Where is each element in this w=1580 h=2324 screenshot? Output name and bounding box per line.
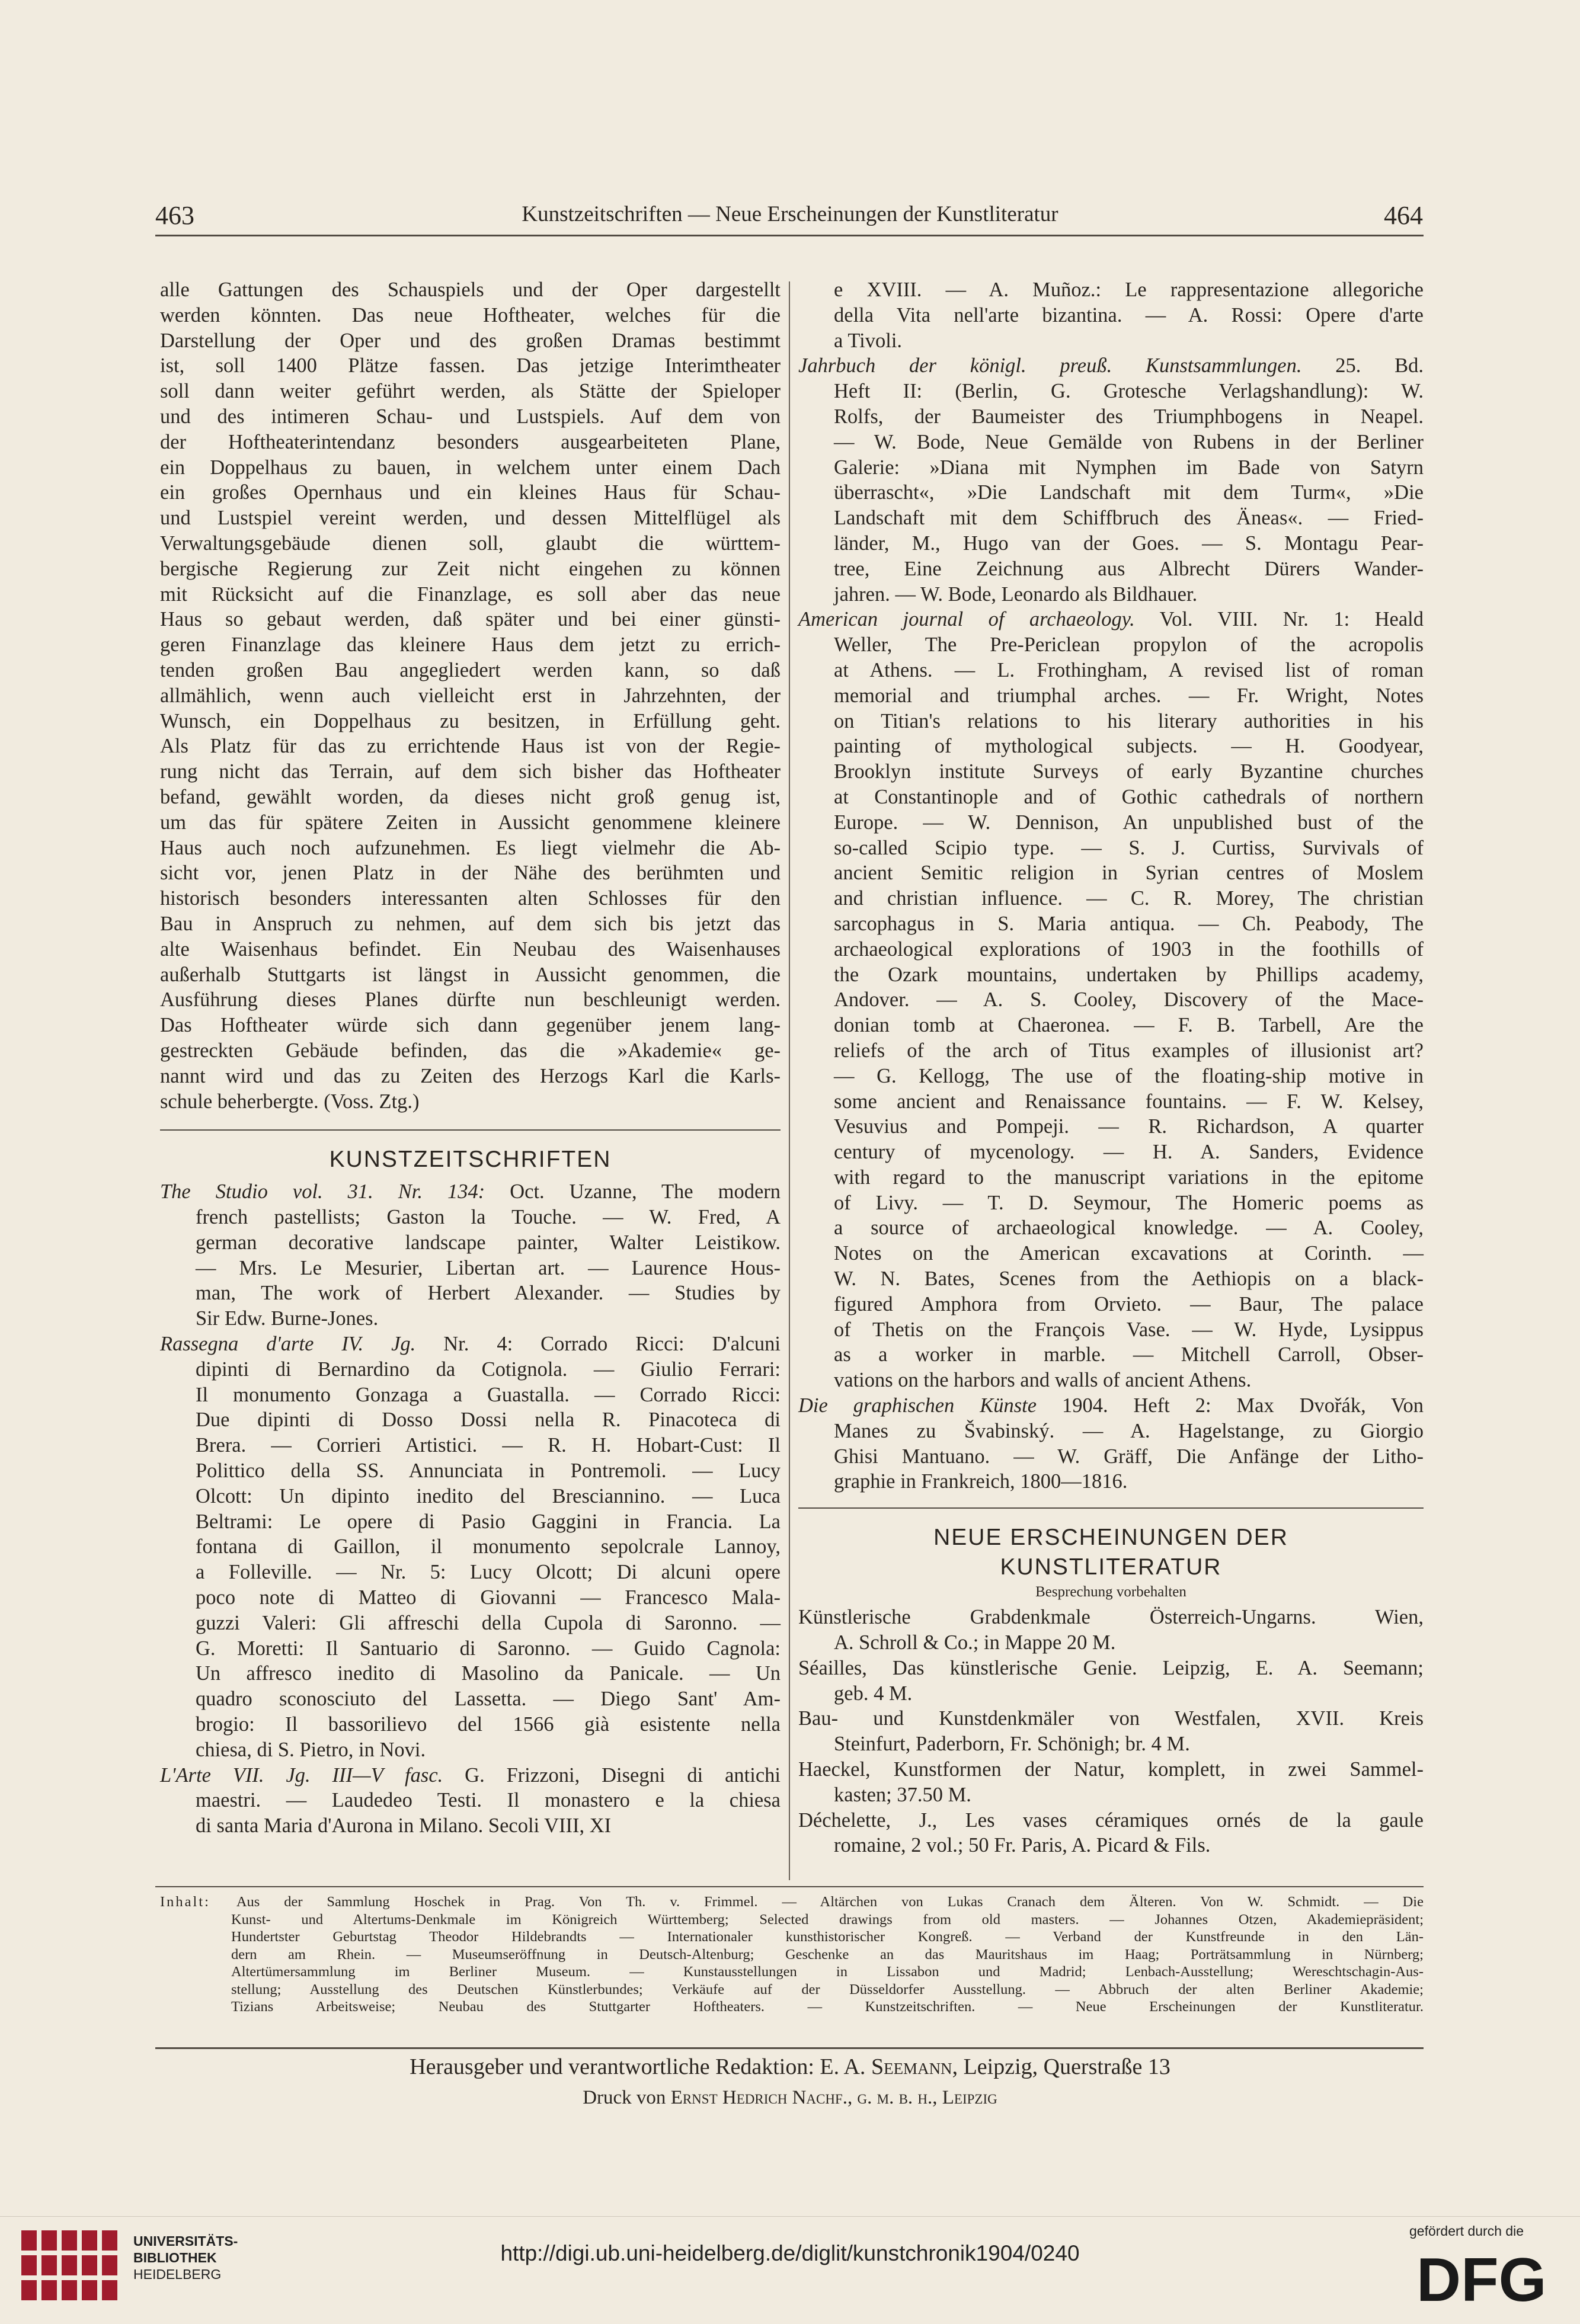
entry-text: 1904. Heft 2: Max Dvořák, Von	[1037, 1394, 1424, 1417]
text-line: der Hoftheaterintendanz besonders ausgearbeiteten Plane,	[160, 430, 781, 453]
text-line: at Athens. — L. Frothingham, A revised list of roman	[834, 658, 1424, 681]
section-divider	[160, 1129, 781, 1131]
text-line: W. N. Bates, Scenes from the Aethiopis on a black-	[834, 1267, 1424, 1291]
text-line: schule beherbergte. (Voss. Ztg.)	[160, 1090, 420, 1113]
text-line: und des intimeren Schau- und Lustspiels. Auf dem von	[160, 405, 781, 428]
text-line: with regard to the manuscript variations in the epitome	[834, 1166, 1424, 1189]
text-line: ancient Semitic religion in Syrian centres of Moslem	[834, 862, 1424, 885]
contents-block	[160, 1893, 1424, 2016]
text-line: ein großes Opernhaus und ein kleines Haus für Schau-	[160, 481, 781, 504]
text-line: some ancient and Renaissance fountains. — F. W. Kelsey,	[834, 1090, 1424, 1113]
review-note: Besprechung vorbehalten	[1035, 1584, 1186, 1600]
section-divider	[798, 1507, 1424, 1509]
text-line: Galerie: »Diana mit Nymphen im Bade von Satyrn	[834, 456, 1424, 479]
journal-entry	[160, 1763, 781, 1839]
text-line: Bau- und Kunstdenkmäler von Westfalen, XVII. Kreis	[798, 1707, 1424, 1730]
text-line: Déchelette, J., Les vases céramiques ornés de la gaule	[798, 1808, 1424, 1832]
text-line: Ghisi Mantuano. — W. Gräff, Die Anfänge der Litho-	[834, 1445, 1424, 1468]
text-line: quadro sconosciuto del Lassetta. — Diego Sant' Am-	[196, 1688, 781, 1711]
right-column	[798, 277, 1424, 1858]
text-line: della Vita nell'arte bizantina. — A. Rossi: Opere d'arte	[834, 303, 1424, 326]
text-line: man, The work of Herbert Alexander. — Studies by	[196, 1282, 781, 1305]
text-line: tree, Eine Zeichnung aus Albrecht Dürers Wander-	[834, 557, 1424, 580]
text-line: on Titian's relations to his literary authorities in his	[834, 709, 1424, 732]
contents-line: stellung; Ausstellung des Deutschen Künstlerbundes; Verkäufe auf der Düsseldorfer Ausstellung. — Abbruch der alten Berliner Akademie;	[231, 1981, 1424, 1998]
text-line: Due dipinti di Dosso Dossi nella R. Pinacoteca di	[196, 1409, 781, 1432]
text-line: Vesuvius and Pompeji. — R. Richardson, A quarter	[834, 1115, 1424, 1138]
text-line: chiesa, di S. Pietro, in Novi.	[196, 1738, 426, 1761]
journal-title: Die graphischen Künste	[798, 1394, 1037, 1417]
text-line: Sir Edw. Burne-Jones.	[196, 1307, 379, 1330]
text-line: und Lustspiel vereint werden, und dessen Mittelflügel als	[160, 507, 781, 530]
contents-line: Altertümersammlung im Berliner Museum. — Kunstausstellungen in Lissabon und Madrid; Lenbach-Ausstellung; Wereschtschagin-Aus-	[231, 1964, 1424, 1980]
text-line: the Ozark mountains, undertaken by Phillips academy,	[834, 963, 1424, 986]
text-line: dipinti di Bernardino da Cotignola. — Giulio Ferrari:	[196, 1358, 781, 1381]
text-line: — Mrs. Le Mesurier, Libertan art. — Laurence Hous-	[196, 1256, 781, 1279]
text-line: historisch besonders interessanten alten Schlosses für den	[160, 887, 781, 910]
text-line: — W. Bode, Neue Gemälde von Rubens in der Berliner	[834, 430, 1424, 453]
article-text	[160, 277, 781, 1114]
text-line: ist, soll 1400 Plätze fassen. Das jetzige Interimtheater	[160, 354, 781, 377]
book-list	[798, 1605, 1424, 1858]
contents-line: Kunst- und Altertums-Denkmale im Königreich Württemberg; Selected drawings from old masters. — Johannes Otzen, Akademiepräsident;	[231, 1911, 1424, 1928]
text-line: tenden großen Bau angegliedert werden kann, so daß	[160, 658, 781, 681]
text-line: kasten; 37.50 M.	[834, 1783, 971, 1806]
text-line: graphie in Frankreich, 1800—1816.	[834, 1470, 1128, 1493]
text-line: A. Schroll & Co.; in Mappe 20 M.	[834, 1631, 1116, 1654]
entry-text: G. Frizzoni, Disegni di antichi	[443, 1763, 781, 1787]
section-heading-kunstliteratur: KUNSTLITERATUR	[1000, 1554, 1222, 1580]
text-line: Olcott: Un dipinto inedito del Bresciannino. — Luca	[196, 1484, 781, 1507]
entry-first-line	[798, 607, 1424, 632]
dfg-logo-text: DFG	[1416, 2249, 1547, 2308]
text-line: Rolfs, der Baumeister des Triumphbogens in Neapel.	[834, 405, 1424, 428]
journal-entries	[160, 1179, 781, 1839]
entry-first-line	[798, 353, 1424, 379]
text-line: Landschaft mit dem Schiffbruch des Äneas«. — Fried-	[834, 507, 1424, 530]
text-line: german decorative landscape painter, Walter Leistikow.	[196, 1231, 781, 1254]
text-line: Manes zu Švabinský. — A. Hagelstange, zu Giorgio	[834, 1419, 1424, 1442]
text-line: at Constantinople and of Gothic cathedrals of northern	[834, 785, 1424, 808]
text-line: Als Platz für das zu errichtende Haus ist von der Regie-	[160, 735, 781, 758]
entry-text: Nr. 4: Corrado Ricci: D'alcuni	[415, 1333, 781, 1356]
text-line: Beltrami: Le opere di Pasio Gaggini in Francia. La	[196, 1510, 781, 1533]
text-line: Wunsch, ein Doppelhaus zu besitzen, in Erfüllung geht.	[160, 709, 781, 732]
book-item	[798, 1656, 1424, 1707]
text-line: and christian influence. — C. R. Morey, The christian	[834, 887, 1424, 910]
text-line: — G. Kellogg, The use of the floating-ship motive in	[834, 1064, 1424, 1087]
entry-text: 25. Bd.	[1301, 354, 1424, 377]
contents-label: Inhalt:	[160, 1894, 236, 1910]
text-line: geb. 4 M.	[834, 1682, 913, 1705]
journal-title: Rassegna d'arte IV. Jg.	[160, 1333, 416, 1356]
text-line: mit Rücksicht auf die Finanzlage, es soll aber das neue	[160, 582, 781, 606]
text-line: Künstlerische Grabdenkmale Österreich-Ungarns. Wien,	[798, 1606, 1424, 1629]
text-line: romaine, 2 vol.; 50 Fr. Paris, A. Picard & Fils.	[834, 1834, 1211, 1857]
journal-title: L'Arte VII. Jg. III—V fasc.	[160, 1763, 443, 1787]
text-line: Steinfurt, Paderborn, Fr. Schönigh; br. 4 M.	[834, 1733, 1190, 1756]
text-line: gestreckten Gebäude befinden, das die »Akademie« ge-	[160, 1039, 781, 1062]
text-line: G. Moretti: Il Santuario di Saronno. — Guido Cagnola:	[196, 1637, 781, 1660]
journal-entry	[160, 1179, 781, 1331]
journal-entry	[798, 607, 1424, 1393]
section-heading-kunstzeitschriften: KUNSTZEITSCHRIFTEN	[329, 1147, 612, 1173]
text-line: e XVIII. — A. Muñoz.: Le rappresentazione allegoriche	[834, 279, 1424, 301]
text-line: sicht vor, jenen Platz in der Nähe des berühmten und	[160, 862, 781, 885]
text-line: of Thetis on the François Vase. — W. Hyde, Lysippus	[834, 1318, 1424, 1341]
book-item	[798, 1605, 1424, 1656]
text-line: länder, M., Hugo van der Goes. — S. Montagu Pear-	[834, 532, 1424, 555]
text-line: fontana di Gaillon, il monumento sepolcrale Lannoy,	[196, 1535, 781, 1558]
journal-title: Jahrbuch der königl. preuß. Kunstsammlungen.	[798, 354, 1302, 377]
running-title: Kunstzeitschriften — Neue Erscheinungen der Kunstliteratur	[522, 202, 1058, 226]
contents-line: Tizians Arbeitsweise; Neubau des Stuttgarter Hoftheaters. — Kunstzeitschriften. — Neue Erscheinungen der Kunstliteratur.	[231, 1999, 1424, 2015]
text-line: soll dann weiter geführt werden, als Stätte der Spieloper	[160, 380, 781, 403]
text-line: Verwaltungsgebäude dienen soll, glaubt die württem-	[160, 532, 781, 555]
text-line: Das Hoftheater würde sich dann gegenüber jenem lang-	[160, 1014, 781, 1037]
text-line: century of mycenology. — H. A. Sanders, Evidence	[834, 1141, 1424, 1164]
text-line: reliefs of the arch of Titus examples of illusionist art?	[834, 1039, 1424, 1062]
library-name: UNIVERSITÄTS- BIBLIOTHEK HEIDELBERG	[133, 2233, 238, 2282]
text-line: poco note di Matteo di Giovanni — Francesco Mala-	[196, 1586, 781, 1609]
text-line: Haus auch noch aufzunehmen. Es liegt vielmehr die Ab-	[160, 836, 781, 859]
text-line: Brooklyn institute Surveys of early Byzantine churches	[834, 760, 1424, 783]
text-line: allmählich, wenn auch vielleicht erst in Jahrzehnten, der	[160, 684, 781, 707]
text-line: di santa Maria d'Aurona in Milano. Secoli VIII, XI	[196, 1814, 612, 1838]
text-line: Notes on the American excavations at Corinth. —	[834, 1242, 1424, 1265]
text-line: Darstellung der Oper und des großen Dramas bestimmt	[160, 329, 781, 352]
text-line: Brera. — Corrieri Artistici. — R. H. Hobart-Cust: Il	[196, 1434, 781, 1457]
contents-text: Aus der Sammlung Hoschek in Prag. Von Th. v. Frimmel. — Altärchen von Lukas Cranach dem Älteren. Von W. Schmidt. — Die	[236, 1894, 1424, 1910]
text-line: Europe. — W. Dennison, An unpublished bust of the	[834, 811, 1424, 834]
journal-entries	[798, 353, 1424, 1494]
text-line: guzzi Valeri: Gli affreschi della Cupola di Saronno. —	[196, 1611, 781, 1634]
text-line: Andover. — A. S. Cooley, Discovery of the Mace-	[834, 988, 1424, 1011]
text-line: archaeological explorations of 1903 in the foothills of	[834, 937, 1424, 961]
journal-entry	[160, 1331, 781, 1763]
text-line: nannt wird und das zu Zeiten des Herzogs Karl die Karls-	[160, 1064, 781, 1087]
entry-text: Oct. Uzanne, The modern	[485, 1180, 781, 1203]
text-line: brogio: Il bassorilievo del 1566 già esistente nella	[196, 1713, 781, 1736]
entry-first-line	[160, 1331, 781, 1357]
text-line: Haeckel, Kunstformen der Natur, komplett, in zwei Sammel-	[798, 1758, 1424, 1781]
text-line: memorial and triumphal arches. — Fr. Wright, Notes	[834, 684, 1424, 707]
text-line: um das für spätere Zeiten in Aussicht genommene kleinere	[160, 811, 781, 834]
text-line: Un affresco inedito di Masolino da Panicale. — Un	[196, 1662, 781, 1685]
publisher-line: Herausgeber und verantwortliche Redaktion: E. A. Seemann, Leipzig, Querstraße 13	[410, 2054, 1170, 2079]
text-line: Ausführung dieses Planes dürfte nun beschleunigt werden.	[160, 988, 781, 1011]
text-line: geren Finanzlage das kleinere Haus dem jetzt zu errich-	[160, 633, 781, 657]
text-line: figured Amphora from Orvieto. — Baur, The palace	[834, 1292, 1424, 1315]
text-line: donian tomb at Chaeronea. — F. B. Tarbell, Are the	[834, 1014, 1424, 1037]
book-item	[798, 1808, 1424, 1859]
continued-entry	[798, 277, 1424, 353]
entry-first-line	[798, 1393, 1424, 1419]
text-line: maestri. — Laudedeo Testi. Il monastero e la chiesa	[196, 1789, 781, 1812]
text-line: french pastellists; Gaston la Touche. — W. Fred, A	[196, 1206, 781, 1229]
text-line: Bau in Anspruch zu nehmen, auf dem sich bis jetzt das	[160, 912, 781, 935]
journal-entry	[798, 1393, 1424, 1494]
page-number-right: 464	[1384, 201, 1423, 230]
book-item	[798, 1706, 1424, 1757]
text-line: befand, gewählt worden, da dieses nicht groß genug ist,	[160, 785, 781, 808]
text-line: a Folleville. — Nr. 5: Lucy Olcott; Di alcuni opere	[196, 1561, 781, 1584]
journal-entry	[798, 353, 1424, 607]
journal-title: American journal of archaeology.	[798, 608, 1135, 631]
text-line: jahren. — W. Bode, Leonardo als Bildhauer.	[834, 582, 1198, 606]
journal-title: The Studio vol. 31. Nr. 134:	[160, 1180, 485, 1203]
text-line: alte Waisenhaus befindet. Ein Neubau des Waisenhauses	[160, 937, 781, 961]
text-line: so-called Scipio type. — S. J. Curtiss, Survivals of	[834, 836, 1424, 859]
text-line: überrascht«, »Die Landschaft mit dem Turm«, »Die	[834, 481, 1424, 504]
page-number-left: 463	[155, 201, 194, 230]
source-url-link[interactable]: http://digi.ub.uni-heidelberg.de/diglit/kunstchronik1904/0240	[500, 2241, 1080, 2265]
entry-first-line	[160, 1179, 781, 1205]
contents-line: Hundertster Geburtstag Theodor Hildebrandts — Internationaler kunsthistorischer Kongreß. — Verband der Kunstfreunde in den Län-	[231, 1929, 1424, 1945]
footer-divider	[0, 2216, 1580, 2217]
text-line: Weller, The Pre-Periclean propylon of the acropolis	[834, 633, 1424, 657]
text-line: werden könnten. Das neue Hoftheater, welches für die	[160, 303, 781, 326]
text-line: sarcophagus in S. Maria antiqua. — Ch. Peabody, The	[834, 912, 1424, 935]
column-divider	[789, 281, 790, 1880]
text-line: alle Gattungen des Schauspiels und der Oper dargestellt	[160, 279, 781, 301]
text-line: a source of archaeological knowledge. — A. Cooley,	[834, 1217, 1424, 1240]
funding-note: gefördert durch die	[1409, 2223, 1524, 2239]
text-line: of Livy. — T. D. Seymour, The Homeric poems as	[834, 1191, 1424, 1214]
section-heading-neue-erscheinungen: NEUE ERSCHEINUNGEN DER	[933, 1525, 1288, 1551]
text-line: vations on the harbors and walls of ancient Athens.	[834, 1369, 1252, 1392]
text-line: Haus so gebaut werden, daß später und bei einer günsti-	[160, 608, 781, 631]
text-line: rung nicht das Terrain, auf dem sich bisher das Hoftheater	[160, 760, 781, 783]
entry-text: Vol. VIII. Nr. 1: Heald	[1134, 608, 1424, 631]
text-line: as a worker in marble. — Mitchell Carroll, Obser-	[834, 1343, 1424, 1366]
contents-rule-top	[155, 1886, 1424, 1887]
university-library-logo	[15, 2226, 125, 2306]
contents-line: dern am Rhein. — Museumseröffnung in Deutsch-Altenburg; Geschenke an das Mauritshaus im Haag; Porträtsammlung in Nürnberg;	[231, 1946, 1424, 1963]
text-line: a Tivoli.	[834, 329, 903, 352]
contents-rule-bottom	[155, 2047, 1424, 2049]
text-line: außerhalb Stuttgarts ist längst in Aussicht genommen, die	[160, 963, 781, 986]
text-line: Il monumento Gonzaga a Guastalla. — Corrado Ricci:	[196, 1383, 781, 1406]
text-line: painting of mythological subjects. — H. Goodyear,	[834, 735, 1424, 758]
contents-line	[160, 1893, 1424, 1911]
dfg-logo	[1416, 2249, 1565, 2308]
text-line: bergische Regierung zur Zeit nicht eingehen zu können	[160, 557, 781, 580]
entry-first-line	[160, 1763, 781, 1788]
left-column	[160, 277, 781, 1839]
text-line: Polittico della SS. Annunciata in Pontremoli. — Lucy	[196, 1459, 781, 1483]
printer-line: Druck von Ernst Hedrich Nachf., g. m. b. h., Leipzig	[583, 2087, 997, 2108]
text-line: Heft II: (Berlin, G. Grotesche Verlagshandlung): W.	[834, 380, 1424, 403]
header-rule	[155, 235, 1424, 236]
book-item	[798, 1757, 1424, 1808]
text-line: ein Doppelhaus zu bauen, in welchem unter einem Dach	[160, 456, 781, 479]
text-line: Séailles, Das künstlerische Genie. Leipzig, E. A. Seemann;	[798, 1656, 1424, 1679]
